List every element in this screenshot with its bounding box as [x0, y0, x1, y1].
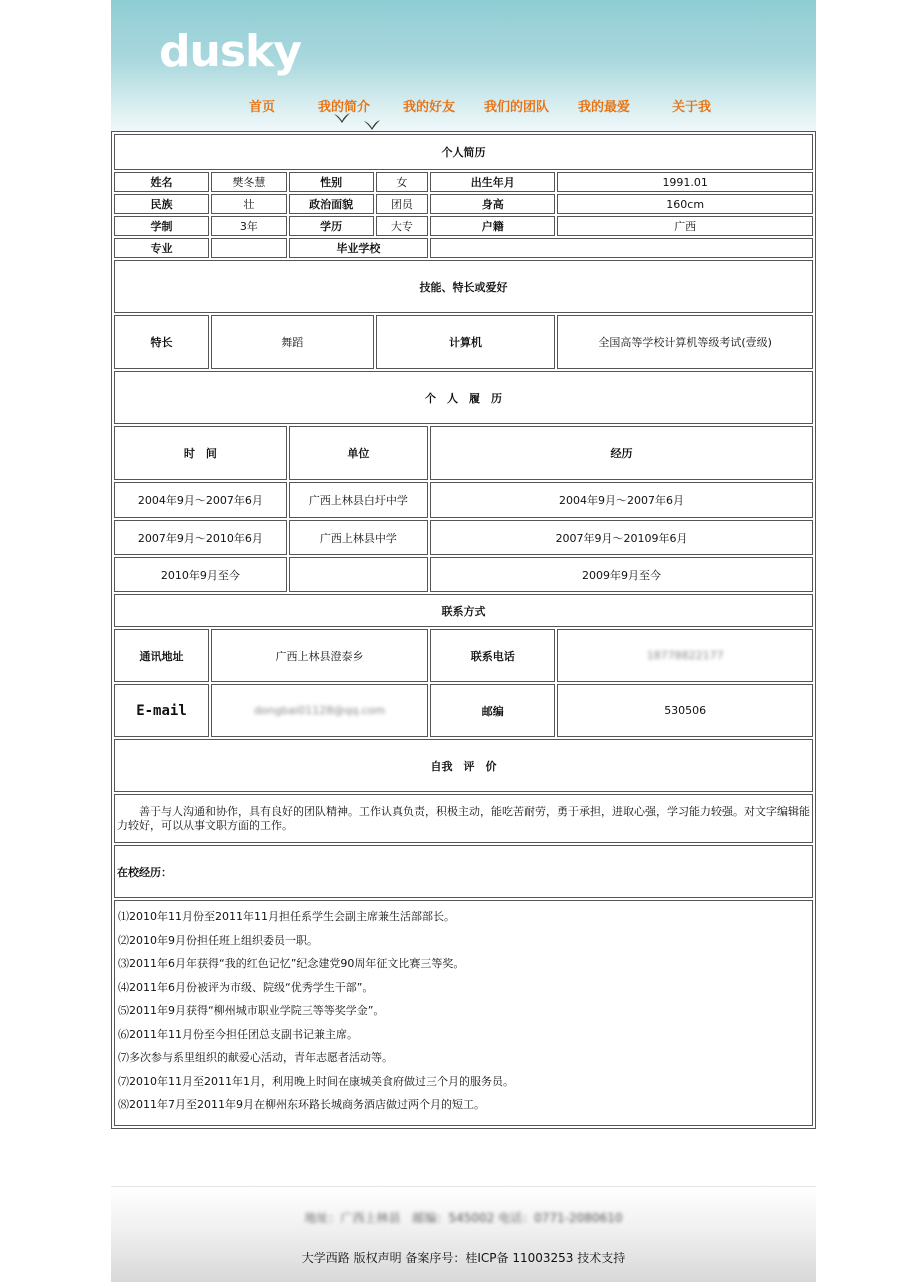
phone-text: 18778822177 — [646, 649, 724, 662]
hukou-value: 广西 — [557, 216, 813, 236]
campus-item: ⑶2011年6月年获得“我的红色记忆”纪念建党90周年征文比赛三等奖。 — [118, 957, 465, 970]
degree-value: 大专 — [376, 216, 429, 236]
campus-item: ⑷2011年6月份被评为市级、院级“优秀学生干部”。 — [118, 980, 374, 994]
postcode-label: 邮编 — [430, 684, 555, 737]
history-time: 2004年9月～2007年6月 — [114, 482, 287, 518]
email-label: E-mail — [114, 684, 209, 737]
campus-title: 在校经历： — [114, 845, 813, 898]
talent-label: 特长 — [114, 315, 209, 369]
history-experience: 2007年9月～20109年6月 — [430, 520, 813, 555]
nav-our-team[interactable]: 我们的团队 — [484, 100, 550, 115]
history-unit: 广西上林县中学 — [289, 520, 428, 555]
nav-my-intro[interactable]: 我的简介 — [318, 100, 371, 115]
campus-item: ⑻2011年7月至2011年9月在柳州东环路长城商务酒店做过两个月的短工。 — [118, 1098, 485, 1111]
history-experience: 2004年9月～2007年6月 — [430, 482, 813, 518]
skills-title: 技能、特长或爱好 — [114, 260, 813, 313]
nav-about-me[interactable]: 关于我 — [672, 100, 712, 115]
history-unit: 广西上林县白圩中学 — [289, 482, 428, 518]
nav-my-favorites[interactable]: 我的最爱 — [578, 100, 631, 115]
header-banner — [111, 0, 816, 133]
hukou-label: 户籍 — [430, 216, 555, 236]
phone-label: 联系电话 — [430, 629, 555, 682]
degree-label: 学历 — [289, 216, 374, 236]
campus-item: ⑹2011年11月份至今担任团总支副书记兼主席。 — [118, 1027, 358, 1041]
history-header-experience: 经历 — [430, 426, 813, 480]
schooling-label: 学制 — [114, 216, 209, 236]
history-time: 2010年9月至今 — [114, 557, 287, 592]
history-experience: 2009年9月至今 — [430, 557, 813, 592]
computer-label: 计算机 — [376, 315, 556, 369]
computer-value: 全国高等学校计算机等级考试(壹级) — [557, 315, 813, 369]
nav-my-friends[interactable]: 我的好友 — [403, 100, 456, 115]
major-label: 专业 — [114, 238, 209, 258]
ethnic-label: 民族 — [114, 194, 209, 214]
history-time: 2007年9月～2010年6月 — [114, 520, 287, 555]
address-label: 通讯地址 — [114, 629, 209, 682]
page — [111, 0, 816, 133]
major-value — [211, 238, 287, 258]
email-text: dongbai01128@qq.com — [253, 704, 386, 717]
campus-item: ⑵2010年9月份担任班上组织委员一职。 — [118, 933, 318, 947]
school-value — [430, 238, 813, 258]
name-label: 姓名 — [114, 172, 209, 192]
evaluation-title: 自我 评 价 — [114, 739, 813, 792]
gender-label: 性别 — [289, 172, 374, 192]
resume-title: 个人简历 — [114, 134, 813, 170]
main-nav — [111, 96, 816, 116]
gender-value: 女 — [376, 172, 429, 192]
footer — [111, 1186, 816, 1282]
talent-value: 舞蹈 — [211, 315, 374, 369]
campus-item: ⑴2010年11月份至2011年11月担任系学生会副主席兼生活部部长。 — [118, 910, 455, 923]
school-label: 毕业学校 — [289, 238, 428, 258]
birth-value: 1991.01 — [557, 172, 813, 192]
campus-item: ⑺2010年11月至2011年1月，利用晚上时间在康城美食府做过三个月的服务员。 — [118, 1074, 514, 1088]
height-label: 身高 — [430, 194, 555, 214]
name-value: 樊冬慧 — [211, 172, 287, 192]
evaluation-text: 善于与人沟通和协作，具有良好的团队精神。工作认真负责，积极主动，能吃苦耐劳，勇于承担，进取心强，学习能力较强。对文字编辑能力较好，可以从事文职方面的工作。 — [114, 794, 813, 843]
site-logo[interactable]: dusky — [159, 26, 301, 77]
contact-title: 联系方式 — [114, 594, 813, 627]
history-header-time: 时 间 — [114, 426, 287, 480]
history-unit — [289, 557, 428, 592]
ethnic-value: 壮 — [211, 194, 287, 214]
birth-label: 出生年月 — [430, 172, 555, 192]
email-value — [211, 684, 428, 737]
resume-table — [111, 131, 816, 1129]
address-value: 广西上林县澄泰乡 — [211, 629, 428, 682]
campus-item: ⑸2011年9月获得“柳州城市职业学院三等等奖学金”。 — [118, 1004, 385, 1017]
phone-value — [557, 629, 813, 682]
postcode-value: 530506 — [557, 684, 813, 737]
history-title: 个 人 履 历 — [114, 371, 813, 424]
bird-icon — [363, 119, 381, 131]
campus-item: ⑺多次参与系里组织的献爱心活动，青年志愿者活动等。 — [118, 1051, 393, 1064]
schooling-value: 3年 — [211, 216, 287, 236]
footer-copyright-line: 大学西路 版权声明 备案序号：桂ICP备 11003253 技术支持 — [301, 1251, 626, 1265]
campus-list — [114, 900, 813, 1126]
history-header-unit: 单位 — [289, 426, 428, 480]
politics-value: 团员 — [376, 194, 429, 214]
bird-icon — [333, 112, 351, 124]
footer-address-line: 地址：广西上林县 邮编：545002 电话：0771-2080610 — [304, 1211, 623, 1225]
politics-label: 政治面貌 — [289, 194, 374, 214]
nav-home[interactable]: 首页 — [249, 100, 276, 115]
height-value: 160cm — [557, 194, 813, 214]
